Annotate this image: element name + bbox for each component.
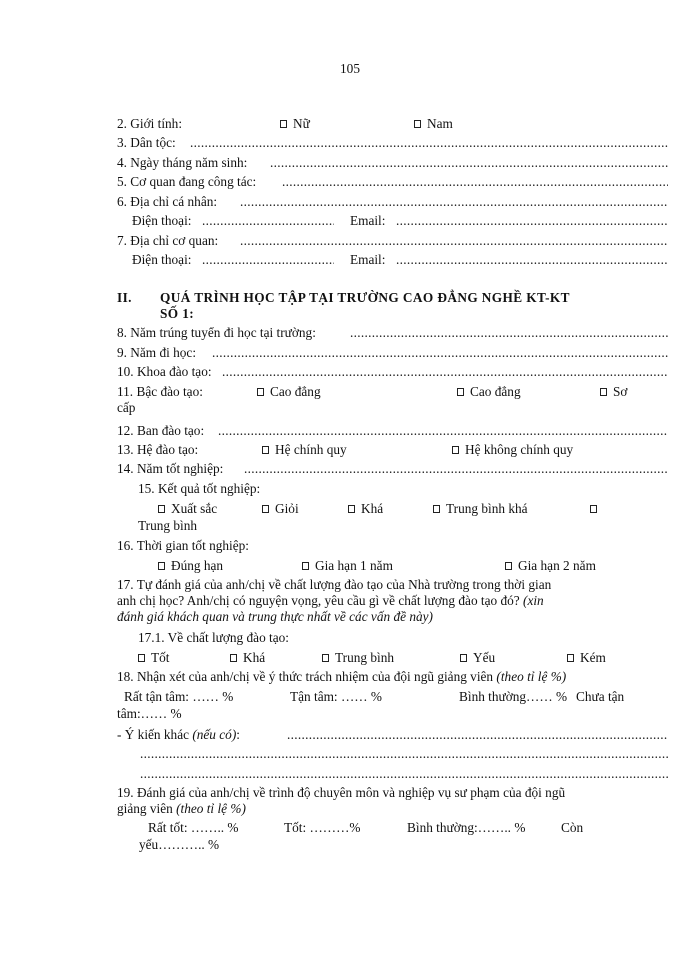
division-label: 12. Ban đào tạo: [117,423,205,438]
checkbox-icon[interactable] [262,505,269,513]
quality-option-2-label: Khá [243,650,266,665]
dob-label: 4. Ngày tháng năm sinh: [117,155,248,170]
checkbox-icon[interactable] [590,505,597,513]
checkbox-icon[interactable] [433,505,440,513]
system-option-2[interactable] [452,442,573,458]
checkbox-icon[interactable] [322,654,329,662]
q18-very-dedicated: Rất tận tâm: …… % [124,689,234,704]
level-option-1-label: Cao đẳng [270,384,321,399]
quality-option-1-label: Tốt [151,650,170,665]
checkbox-icon[interactable] [414,120,421,128]
workplace-field[interactable] [282,174,668,190]
phone-field-2[interactable] [202,252,334,268]
level-option-1[interactable] [257,384,321,400]
q17-line2-italic: (xin [523,593,544,608]
q18-not-dedicated: Chưa tận [576,689,625,704]
grad-time-label: 16. Thời gian tốt nghiệp: [117,538,249,553]
system-option-1-label: Hệ chính quy [275,442,347,457]
q18-other-field-3[interactable] [140,766,668,782]
phone-label: Điện thoại: [132,213,192,228]
q18-line1-italic: (theo tỉ lệ %) [496,669,567,684]
faculty-label: 10. Khoa đào tạo: [117,364,212,379]
section-number: II. [117,290,132,305]
result-option-2-label: Giỏi [275,501,299,516]
enroll-year-label: 8. Năm trúng tuyển đi học tại trường: [117,325,316,340]
level-option-2-label: Cao đẳng [470,384,521,399]
quality-option-5[interactable] [567,650,606,666]
quality-option-1[interactable] [138,650,169,666]
result-option-2[interactable] [262,501,299,517]
gender-label: 2. Giới tính: [117,116,183,131]
faculty-field[interactable] [222,364,668,380]
result-option-5[interactable] [590,501,603,517]
dob-field[interactable] [270,155,668,171]
checkbox-icon[interactable] [460,654,467,662]
q17-line2-text: anh chị học? Anh/chị có nguyện vọng, yêu cầu gì về chất lượng đào tạo đó? [117,593,520,608]
ethnicity-field[interactable] [190,135,668,151]
grad-year-field[interactable] [244,461,668,477]
phone-field[interactable] [202,213,334,229]
q18-dedicated: Tận tâm: …… % [290,689,382,704]
office-address-label: 7. Địa chỉ cơ quan: [117,233,219,248]
checkbox-icon[interactable] [348,505,355,513]
division-field[interactable] [218,423,668,439]
q18-not-dedicated-cont: tâm:…… % [117,706,182,721]
start-year-label: 9. Năm đi học: [117,345,197,360]
time-option-1[interactable] [158,558,223,574]
personal-address-label: 6. Địa chỉ cá nhân: [117,194,218,209]
level-option-3-cont: cấp [117,400,136,415]
grad-result-label: 15. Kết quả tốt nghiệp: [138,481,261,496]
result-option-3[interactable] [348,501,383,517]
q19-line2 [117,801,246,817]
time-option-3[interactable] [505,558,596,574]
system-option-2-label: Hệ không chính quy [465,442,574,457]
q18-other-field-2[interactable] [140,746,668,762]
q17-line2 [117,593,544,609]
q19-weak-cont: yếu……….. % [139,837,220,852]
q18-line1-text: 18. Nhận xét của anh/chị về ý thức trách nhiệm của đội ngũ giảng viên [117,669,494,684]
checkbox-icon[interactable] [600,388,607,396]
q19-weak: Còn [561,820,584,835]
time-option-2[interactable] [302,558,393,574]
q18-normal: Bình thường…… % [459,689,568,704]
checkbox-icon[interactable] [567,654,574,662]
gender-female-label: Nữ [293,116,310,131]
q19-good: Tốt: ………% [284,820,361,835]
enroll-year-field[interactable] [350,325,668,341]
checkbox-icon[interactable] [158,505,165,513]
q19-line2-text: giảng viên [117,801,173,816]
email-label: Email: [350,213,386,228]
gender-male-option[interactable] [414,116,453,132]
quality-option-4[interactable] [460,650,495,666]
checkbox-icon[interactable] [138,654,145,662]
q18-other-colon: : [236,727,240,742]
q19-line1: 19. Đánh giá của anh/chị về trình độ chuyên môn và nghiệp vụ sư phạm của đội ngũ [117,785,566,800]
start-year-field[interactable] [212,345,668,361]
system-label: 13. Hệ đào tạo: [117,442,199,457]
q18-other-text: - Ý kiến khác [117,727,189,742]
checkbox-icon[interactable] [230,654,237,662]
system-option-1[interactable] [262,442,347,458]
checkbox-icon[interactable] [457,388,464,396]
level-option-3[interactable] [600,384,627,400]
email-field-2[interactable] [396,252,668,268]
result-option-4[interactable] [433,501,528,517]
ethnicity-label: 3. Dân tộc: [117,135,176,150]
q19-normal: Bình thường:…….. % [407,820,526,835]
result-option-4-label: Trung bình khá [446,501,528,516]
grad-year-label: 14. Năm tốt nghiệp: [117,461,224,476]
quality-option-3-label: Trung bình [335,650,394,665]
q17-line3: đánh giá khách quan và trung thực nhất về các vấn đề này) [117,609,433,624]
q18-other-label [117,727,240,743]
quality-option-3[interactable] [322,650,394,666]
result-option-1[interactable] [158,501,217,517]
q18-line1 [117,669,566,685]
result-option-1-label: Xuất sắc [171,501,218,516]
quality-option-4-label: Yếu [473,650,496,665]
q19-very-good: Rất tốt: …….. % [148,820,239,835]
time-option-3-label: Gia hạn 2 năm [518,558,596,573]
level-label: 11. Bậc đào tạo: [117,384,203,399]
phone-label-2: Điện thoại: [132,252,192,267]
q18-other-field-1[interactable] [287,727,668,743]
personal-address-field[interactable] [240,194,668,210]
q17-line1: 17. Tự đánh giá của anh/chị về chất lượng đào tạo của Nhà trường trong thời gian [117,577,552,592]
q17-sub-label: 17.1. Về chất lượng đào tạo: [138,630,289,645]
result-option-5-label: Trung bình [138,518,197,533]
result-option-3-label: Khá [361,501,384,516]
gender-female-option[interactable] [280,116,310,132]
workplace-label: 5. Cơ quan đang công tác: [117,174,257,189]
checkbox-icon[interactable] [505,562,512,570]
section-title-line1: QUÁ TRÌNH HỌC TẬP TẠI TRƯỜNG CAO ĐẲNG NGHỀ KT-KT [160,290,570,305]
checkbox-icon[interactable] [257,388,264,396]
email-field[interactable] [396,213,668,229]
section-title-line2: SỐ 1: [160,306,195,321]
level-option-2[interactable] [457,384,521,400]
checkbox-icon[interactable] [158,562,165,570]
time-option-1-label: Đúng hạn [171,558,224,573]
checkbox-icon[interactable] [262,446,269,454]
office-address-field[interactable] [240,233,668,249]
checkbox-icon[interactable] [302,562,309,570]
time-option-2-label: Gia hạn 1 năm [315,558,393,573]
gender-male-label: Nam [427,116,453,131]
checkbox-icon[interactable] [452,446,459,454]
quality-option-2[interactable] [230,650,265,666]
email-label-2: Email: [350,252,386,267]
quality-option-5-label: Kém [580,650,606,665]
q19-line2-italic: (theo tỉ lệ %) [176,801,246,816]
level-option-3-label: Sơ [613,384,628,399]
checkbox-icon[interactable] [280,120,287,128]
q18-other-italic: (nếu có) [192,727,237,742]
page-number: 105 [340,61,360,76]
